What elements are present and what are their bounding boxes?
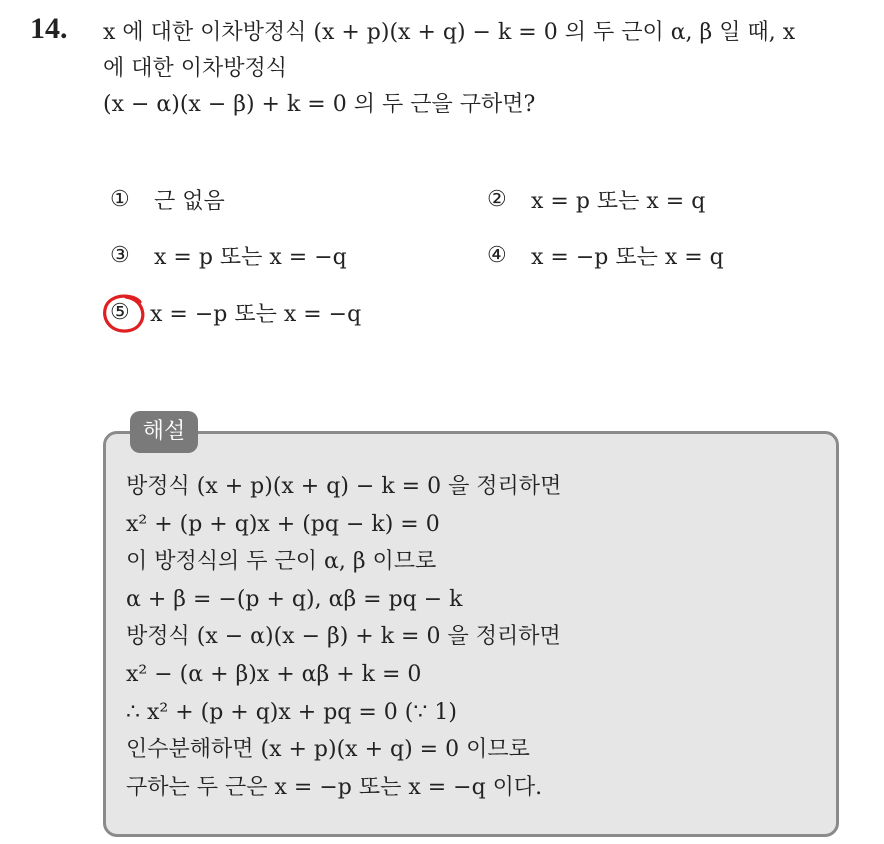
- solution-line: ∴ x² + (p + q)x + pq = 0 (∵ 1): [126, 699, 457, 725]
- choice-text: 근 없음: [154, 189, 225, 214]
- solution-line: 방정식 (x + p)(x + q) − k = 0 을 정리하면: [126, 474, 562, 499]
- solution-line: 구하는 두 근은 x = −p 또는 x = −q 이다.: [126, 774, 543, 800]
- selected-answer-marker: [110, 300, 150, 325]
- question-number: 14.: [30, 12, 68, 45]
- question-text: [103, 15, 873, 123]
- solution-line: 인수분해하면 (x + p)(x + q) = 0 이므로: [126, 737, 530, 763]
- choice-text: x = p 또는 x = q: [531, 189, 706, 214]
- question-line: x 에 대한 이차방정식 (x + p)(x + q) − k = 0 의 두 근이 α, β 일 때, x: [103, 20, 796, 45]
- choice-text: x = −p 또는 x = −q: [150, 302, 362, 327]
- choice-marker: ③: [110, 243, 130, 268]
- choice-marker: ⑤: [110, 300, 130, 325]
- choice-marker: ①: [110, 187, 130, 212]
- solution-text: [126, 468, 826, 806]
- choice-1[interactable]: [110, 184, 225, 215]
- question-line: (x − α)(x − β) + k = 0 의 두 근을 구하면?: [103, 92, 536, 117]
- choice-text: x = −p 또는 x = q: [531, 245, 724, 270]
- solution-line: x² + (p + q)x + (pq − k) = 0: [126, 511, 440, 537]
- choice-marker: ②: [487, 187, 507, 212]
- solution-line: x² − (α + β)x + αβ + k = 0: [126, 661, 422, 687]
- question-line: 에 대한 이차방정식: [103, 56, 288, 81]
- solution-box: [103, 431, 839, 837]
- solution-tab: 해설: [130, 411, 198, 453]
- solution-line: α + β = −(p + q), αβ = pq − k: [126, 586, 463, 612]
- choice-marker: ④: [487, 243, 507, 268]
- choice-5[interactable]: [110, 297, 361, 328]
- choice-2[interactable]: [487, 184, 705, 215]
- choice-3[interactable]: [110, 240, 347, 271]
- choice-text: x = p 또는 x = −q: [154, 245, 347, 270]
- choice-4[interactable]: [487, 240, 724, 271]
- solution-line: 방정식 (x − α)(x − β) + k = 0 을 정리하면: [126, 624, 561, 650]
- solution-line: 이 방정식의 두 근이 α, β 이므로: [126, 549, 437, 575]
